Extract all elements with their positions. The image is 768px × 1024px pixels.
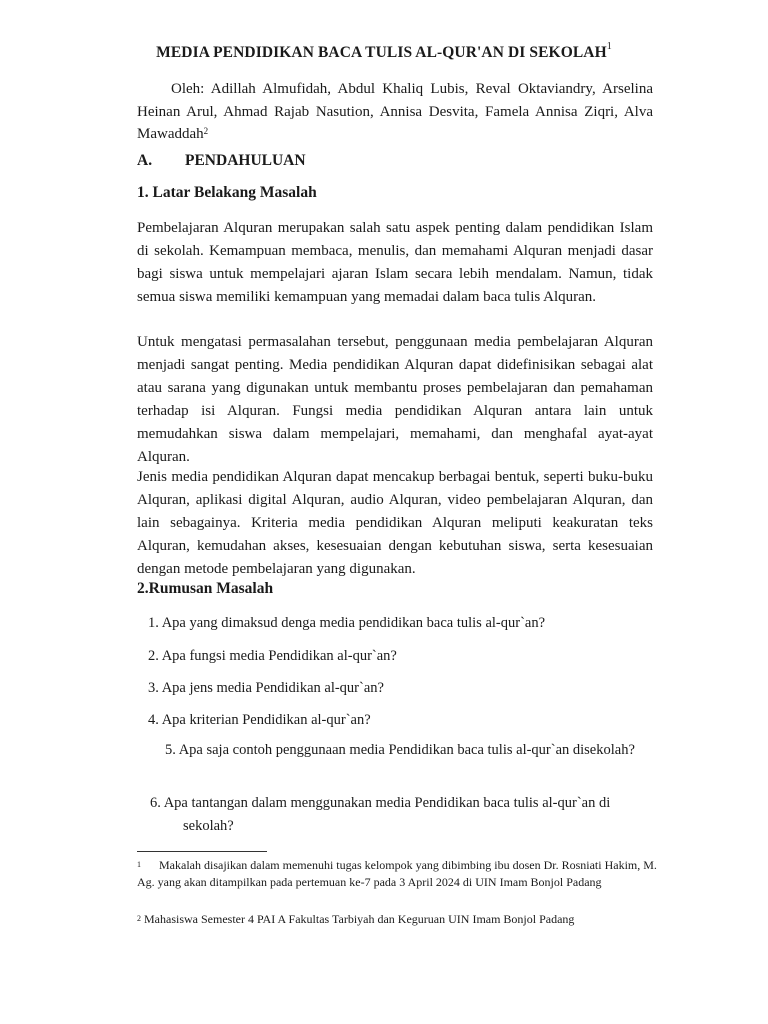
- footnote-1: [137, 857, 657, 891]
- title-footnote-mark: 1: [606, 41, 612, 52]
- section-number: A.: [137, 152, 153, 169]
- footnote-1-mark: 1: [137, 860, 141, 869]
- paragraph-1: Pembelajaran Alquran merupakan salah satu aspek penting dalam pendidikan Islam di sekolah. Kemampuan membaca, menulis, dan memahami Alquran menjadi dasar bagi siswa untuk mempelajari ajaran Islam secara lebih mendalam. Namun, tidak semua siswa memiliki kemampuan yang memadai dalam baca tulis Alquran.: [137, 220, 653, 305]
- question-6: 6. Apa tantangan dalam menggunakan media Pendidikan baca tulis al-qur`an di sekolah?: [150, 795, 611, 834]
- footnote-2-text: Mahasiswa Semester 4 PAI A Fakultas Tarbiyah dan Keguruan UIN Imam Bonjol Padang: [144, 912, 575, 926]
- paper-title: [0, 41, 768, 62]
- paper-title-text: MEDIA PENDIDIKAN BACA TULIS AL-QUR'AN DI SEKOLAH: [156, 44, 607, 61]
- section-title: PENDAHULUAN: [185, 152, 306, 169]
- footnote-2-mark: 2: [137, 914, 141, 923]
- footnote-1-text: Makalah disajikan dalam memenuhi tugas kelompok yang dibimbing ibu dosen Dr. Rosniati Hakim, M. Ag. yang akan ditampilkan pada pertemuan ke-7 pada 3 April 2024 di UIN Imam Bonjol Padang: [137, 858, 657, 889]
- author-list: [137, 78, 653, 146]
- paragraph-2: Untuk mengatasi permasalahan tersebut, penggunaan media pembelajaran Alquran menjadi sangat penting. Media pendidikan Alquran dapat didefinisikan sebagai alat atau sarana yang digunakan untuk membantu proses pembelajaran dan pemahaman terhadap isi Alquran. Fungsi media pendidikan Alquran antara lain untuk memudahkan siswa dalam mempelajari, memahami, dan menghafal ayat-ayat Alquran.: [137, 334, 653, 465]
- question-3: 3. Apa jens media Pendidikan al-qur`an?: [148, 680, 384, 696]
- subsection-heading-problems: 2.Rumusan Masalah: [137, 580, 274, 597]
- paragraph-3: Jenis media pendidikan Alquran dapat mencakup berbagai bentuk, seperti buku-buku Alquran, aplikasi digital Alquran, audio Alquran, video pembelajaran Alquran, dan lain sebagainya. Kriteria media pendidikan Alquran meliputi keakuratan teks Alquran, kemudahan akses, kesesuaian dengan kebutuhan siswa, serta kesesuaian dengan metode pembelajaran yang digunakan.: [137, 469, 653, 577]
- section-heading: [137, 152, 306, 170]
- question-5: 5. Apa saja contoh penggunaan media Pendidikan baca tulis al-qur`an disekolah?: [165, 742, 635, 758]
- question-2: 2. Apa fungsi media Pendidikan al-qur`an?: [148, 648, 397, 664]
- footnote-2: [137, 911, 657, 928]
- footnote-separator: [137, 851, 267, 852]
- subsection-heading-background: 1. Latar Belakang Masalah: [137, 184, 317, 201]
- question-4: 4. Apa kriterian Pendidikan al-qur`an?: [148, 712, 371, 728]
- author-list-text: Oleh: Adillah Almufidah, Abdul Khaliq Lubis, Reval Oktaviandry, Arselina Heinan Arul, Ahmad Rajab Nasution, Annisa Desvita, Famela Annisa Ziqri, Alva Mawaddah: [137, 81, 653, 142]
- authors-footnote-mark: 2: [203, 126, 209, 136]
- question-1: 1. Apa yang dimaksud denga media pendidikan baca tulis al-qur`an?: [148, 615, 546, 631]
